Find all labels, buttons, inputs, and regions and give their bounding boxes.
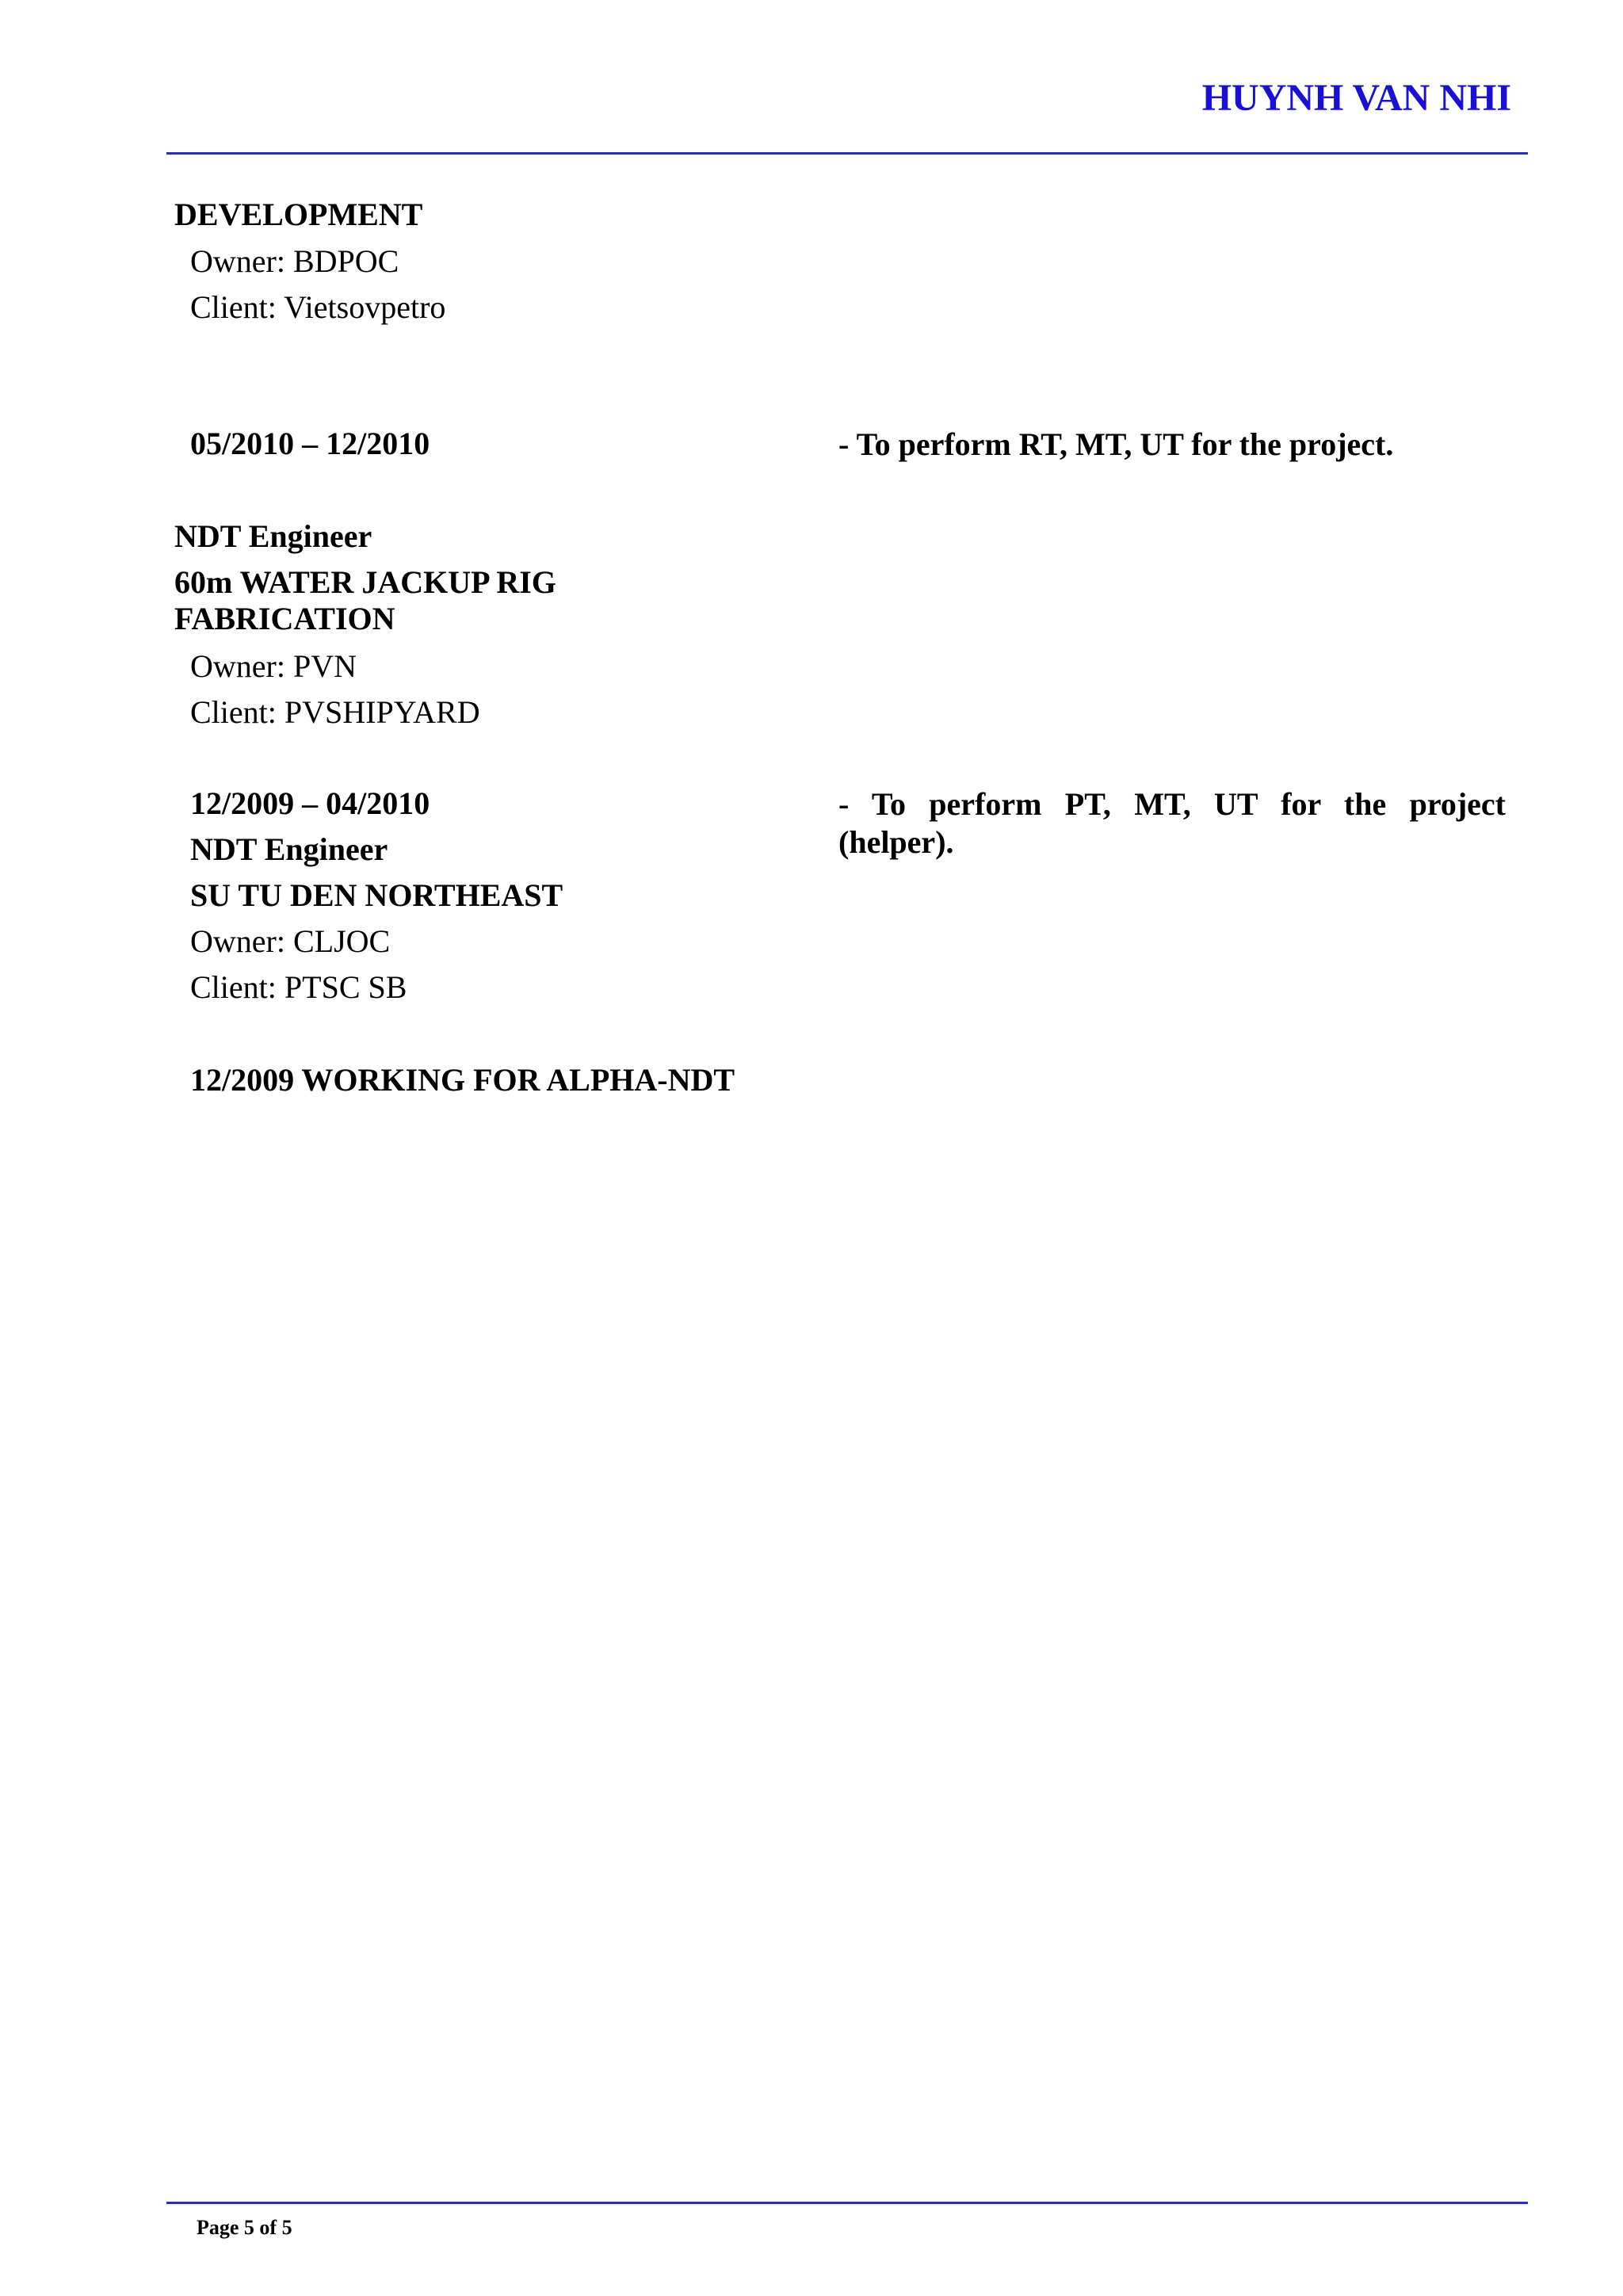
owner-text: Owner: CLJOC — [190, 923, 391, 959]
project-title: DEVELOPMENT — [174, 197, 423, 232]
role-text: NDT Engineer — [190, 831, 388, 867]
client-text: Client: Vietsovpetro — [190, 289, 446, 325]
job-description: - To perform RT, MT, UT for the project. — [838, 426, 1394, 462]
period-text: 05/2010 – 12/2010 — [190, 426, 430, 461]
role-text: NDT Engineer — [174, 518, 372, 554]
page-number: Page 5 of 5 — [197, 2216, 292, 2239]
project-title: 60m WATER JACKUP RIG — [174, 564, 556, 600]
header-name: HUYNH VAN NHI — [1201, 77, 1511, 119]
client-text: Client: PTSC SB — [190, 969, 407, 1005]
project-title: SU TU DEN NORTHEAST — [190, 877, 563, 913]
project-title-continued: FABRICATION — [174, 601, 395, 636]
period-text: 12/2009 – 04/2010 — [190, 785, 430, 821]
header-divider — [166, 152, 1528, 155]
footer-divider — [166, 2202, 1528, 2204]
employment-heading: 12/2009 WORKING FOR ALPHA-NDT — [190, 1062, 735, 1098]
client-text: Client: PVSHIPYARD — [190, 694, 480, 730]
owner-text: Owner: PVN — [190, 648, 357, 684]
owner-text: Owner: BDPOC — [190, 243, 399, 279]
job-description: - To perform PT, MT, UT for the project (helper). — [838, 786, 1506, 860]
